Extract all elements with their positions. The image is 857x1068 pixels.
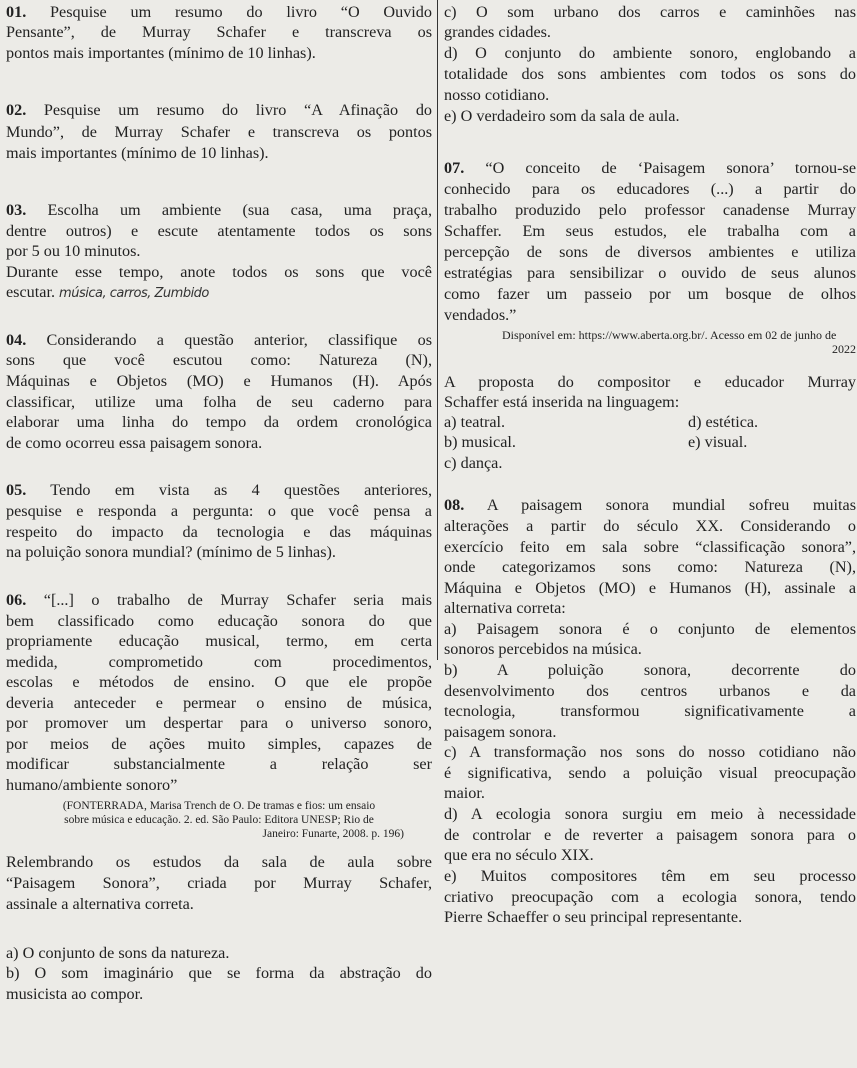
question-01-line-1: 01. Pesquise um resumo do livro “O Ouvido (6, 3, 432, 21)
question-04-line-2: sons que você escutou como: Natureza (N), (6, 351, 432, 369)
question-06-line-10: humano/ambiente sonoro” (6, 776, 178, 794)
question-06-option-d-line-2[interactable]: totalidade dos sons ambientes com todos os sons do (444, 65, 856, 83)
question-05-line-2: pesquise e responda a pergunta: o que você pensa a (6, 502, 432, 520)
citation-line-2: sobre música e educação. 2. ed. São Paulo: Editora UNESP; Rio de (64, 814, 374, 826)
question-06-option-b-line-2[interactable]: musicista ao compor. (6, 985, 144, 1003)
question-06-option-d-line-1[interactable]: d) O conjunto do ambiente sonoro, englobando a (444, 44, 856, 62)
question-06-prompt-line-2: “Paisagem Sonora”, criada por Murray Schafer, (6, 874, 432, 892)
question-04-line-4: classificar, utilize uma folha de seu caderno para (6, 393, 432, 411)
question-06-option-a[interactable]: a) O conjunto de sons da natureza. (6, 944, 230, 962)
question-07-prompt-line-2: Schaffer está inserida na linguagem: (444, 393, 680, 411)
question-07-line-2: conhecido para os educadores (...) a partir do (444, 180, 856, 198)
question-08-line-5: Máquina e Objetos (MO) e Humanos (H), assinale a (444, 579, 856, 597)
question-08-option-a-line-1[interactable]: a) Paisagem sonora é o conjunto de elementos (444, 620, 856, 638)
question-08-option-d-line-2[interactable]: de controlar e de reverter a paisagem sonora para o (444, 826, 856, 844)
question-08-option-c-line-3[interactable]: maior. (444, 784, 485, 802)
question-07-source-line-1: Disponível em: https://www.aberta.org.br/. Acesso em 02 de junho de (502, 328, 837, 342)
question-08-option-d-line-1[interactable]: d) A ecologia sonora surgiu em meio à necessidade (444, 805, 856, 823)
question-06-line-9: modificar substancialmente a relação ser (6, 755, 432, 773)
question-06-line-5: escolas e métodos de ensino. O que ele propõe (6, 673, 432, 691)
question-08-option-b-line-1[interactable]: b) A poluição sonora, decorrente do (444, 661, 856, 679)
question-04-line-3: Máquinas e Objetos (MO) e Humanos (H). Após (6, 372, 432, 390)
question-03-line-5: escutar. música, carros, Zumbido (6, 283, 209, 301)
question-05-line-3: respeito do impacto da tecnologia e das máquinas (6, 523, 432, 541)
question-07-option-d[interactable]: d) estética. (688, 413, 759, 431)
question-08-option-d-line-3[interactable]: que era no século XIX. (444, 846, 594, 864)
question-06-option-d-line-3[interactable]: nosso cotidiano. (444, 86, 550, 104)
question-02-line-3: mais importantes (mínimo de 10 linhas). (6, 144, 269, 162)
question-07-line-5: percepção de sons de diversos ambientes e utiliza (444, 243, 856, 261)
question-07-option-c[interactable]: c) dança. (444, 454, 503, 472)
question-07-line-8: vendados.” (444, 306, 517, 324)
question-01-line-2: Pensante”, de Murray Schafer e transcreva os (6, 23, 432, 41)
question-07-line-1: 07. “O conceito de ‘Paisagem sonora’ tornou-se (444, 159, 856, 177)
citation-line-3: Janeiro: Funarte, 2008. p. 196) (262, 828, 404, 840)
question-06-option-c-line-1[interactable]: c) O som urbano dos carros e caminhões nas (444, 3, 856, 21)
question-06-line-6: deveria anteceder e permear o ensino de música, (6, 694, 432, 712)
question-05-line-4: na poluição sonora mundial? (mínimo de 5 linhas). (6, 543, 336, 561)
question-07-option-e[interactable]: e) visual. (688, 433, 748, 451)
question-01-line-3: pontos mais importantes (mínimo de 10 linhas). (6, 44, 316, 62)
question-08-option-b-line-3[interactable]: tecnologia, transformou significativamente a (444, 702, 856, 720)
question-07-line-3: trabalho produzido pelo professor canadense Murray (444, 201, 856, 219)
question-08-option-a-line-2[interactable]: sonoros percebidos na música. (444, 640, 642, 658)
question-03-line-2: dentre outros) e escute atentamente todos os sons (6, 222, 432, 240)
question-04-line-1: 04. Considerando a questão anterior, classifique os (6, 331, 432, 349)
citation-line-1: (FONTERRADA, Marisa Trench de O. De tramas e fios: um ensaio (62, 800, 376, 812)
question-07-line-7: como fazer um passeio por um bosque de olhos (444, 285, 856, 303)
question-08-option-b-line-2[interactable]: desenvolvimento dos centros urbanos e da (444, 682, 856, 700)
handwritten-answer: música, carros, Zumbido (59, 286, 209, 301)
question-04-line-5: elaborar uma linha do tempo da ordem cronológica (6, 413, 432, 431)
question-07-line-6: estratégias para sensibilizar o ouvido de seus alunos (444, 264, 856, 282)
question-06-prompt-line-1: Relembrando os estudos da sala de aula sobre (6, 853, 432, 871)
question-06-prompt-line-3: assinale a alternativa correta. (6, 895, 194, 913)
question-08-option-c-line-1[interactable]: c) A transformação nos sons do nosso cotidiano não (444, 743, 856, 761)
question-08-option-e-line-1[interactable]: e) Muitos compositores têm em seu processo (444, 867, 856, 885)
question-06-option-b-line-1[interactable]: b) O som imaginário que se forma da abstração do (6, 964, 432, 982)
column-divider (437, 0, 438, 660)
question-06-line-1: 06. “[...] o trabalho de Murray Schafer seria mais (6, 591, 432, 609)
question-08-line-2: alterações a partir do século XX. Considerando o (444, 517, 856, 535)
question-08-line-6: alternativa correta: (444, 599, 566, 617)
question-08-option-b-line-4[interactable]: paisagem sonora. (444, 723, 557, 741)
question-07-line-4: Schaffer. Em seus estudos, ele trabalha com a (444, 222, 856, 240)
question-03-line-3: por 5 ou 10 minutos. (6, 242, 141, 260)
question-05-line-1: 05. Tendo em vista as 4 questões anteriores, (6, 481, 432, 499)
question-08-line-4: onde categorizamos sons como: Natureza (N), (444, 558, 856, 576)
question-08-line-3: exercício feito em sala sobre “classificação sonora”, (444, 538, 856, 556)
question-08-option-e-line-3[interactable]: Pierre Schaeffer o seu principal representante. (444, 908, 743, 926)
question-03-line-1: 03. Escolha um ambiente (sua casa, uma praça, (6, 201, 432, 219)
question-04-line-6: de como ocorreu essa paisagem sonora. (6, 434, 263, 452)
question-06-line-3: propriamente educação musical, termo, em certa (6, 632, 432, 650)
question-08-option-e-line-2[interactable]: criativo preocupação com a ecologia sonora, tendo (444, 888, 856, 906)
question-07-prompt-line-1: A proposta do compositor e educador Murray (444, 373, 856, 391)
question-08-option-c-line-2[interactable]: é significativa, sendo a poluição visual preocupação (444, 764, 856, 782)
question-07-option-a[interactable]: a) teatral. (444, 413, 506, 431)
question-07-source-line-2: 2022 (832, 342, 856, 356)
question-06-option-e[interactable]: e) O verdadeiro som da sala de aula. (444, 107, 680, 125)
question-06-line-4: medida, comprometido com procedimentos, (6, 653, 432, 671)
question-03-line-4: Durante esse tempo, anote todos os sons que você (6, 263, 432, 281)
question-08-line-1: 08. A paisagem sonora mundial sofreu muitas (444, 496, 856, 514)
question-02-line-2: Mundo”, de Murray Schafer e transcreva os pontos (6, 123, 432, 141)
question-06-line-8: por meios de ações muito simples, capazes de (6, 735, 432, 753)
question-06-line-7: por promover um despertar para o universo sonoro, (6, 714, 432, 732)
question-07-option-b[interactable]: b) musical. (444, 433, 516, 451)
question-02-line-1: 02. Pesquise um resumo do livro “A Afinação do (6, 101, 432, 119)
question-06-option-c-line-2[interactable]: grandes cidades. (444, 23, 551, 41)
question-06-line-2: bem classificado como educação sonora do que (6, 612, 432, 630)
